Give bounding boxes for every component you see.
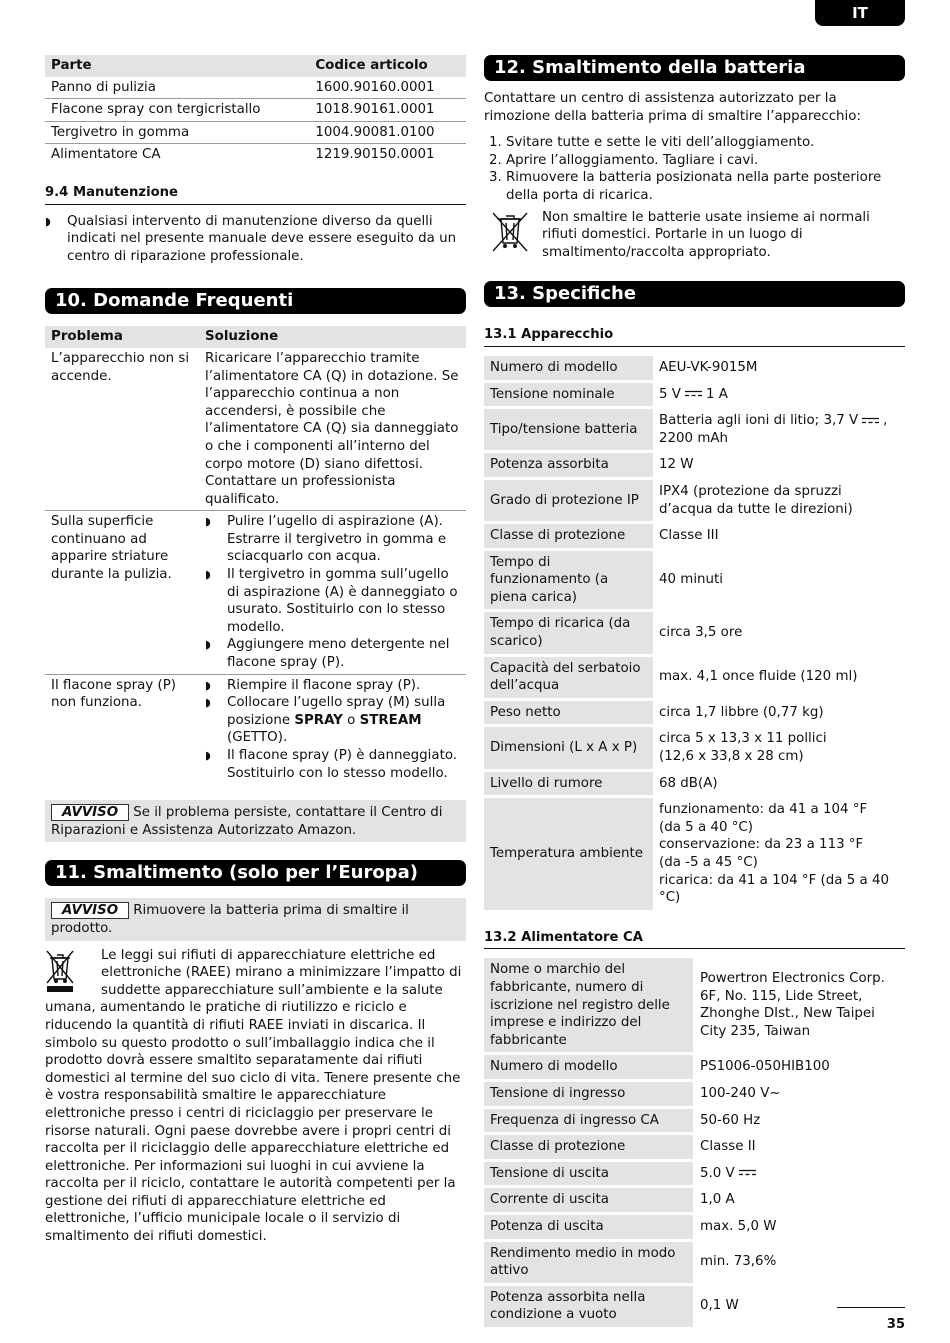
text: (GETTO). <box>227 730 288 746</box>
text: o <box>342 712 360 728</box>
text: Batteria agli ioni di litio; 3,7 V <box>659 413 859 429</box>
problem-cell: Il flacone spray (P) non funziona. <box>51 677 176 711</box>
spec-label: Nome o marchio del fabbricante, numero di iscrizione nel registro delle imprese e indirizzo del fabbricante <box>484 958 693 1053</box>
table-row <box>45 99 466 122</box>
spec-label: Temperatura ambiente <box>484 797 653 912</box>
table-header-row <box>45 55 466 77</box>
spec-value: max. 5,0 W <box>693 1213 905 1240</box>
list-item: ◗ Il flacone spray (P) è danneggiato. Sostituirlo con lo stesso modello. <box>205 747 460 782</box>
table-row <box>45 77 466 99</box>
table-row <box>484 726 905 770</box>
spec-label: Capacità del serbatoio dell’acqua <box>484 655 653 699</box>
weee-text-lead: Le leggi sui rifiuti di apparecchiature elettriche ed elettroniche (RAEE) mirano a minimizzare l’impatto di suddette apparecchiature sull’ambiente e la salute <box>101 947 462 998</box>
spec-label: Tensione nominale <box>484 381 653 408</box>
spec-value <box>653 797 905 912</box>
table-row <box>484 1107 905 1134</box>
faq-section-title: 10. Domande Frequenti <box>45 288 466 314</box>
language-tab: IT <box>815 0 905 26</box>
table-cell: 1600.90160.0001 <box>309 77 466 99</box>
table-row <box>484 611 905 655</box>
column-header: Soluzione <box>199 326 466 348</box>
spec-value <box>653 381 905 408</box>
list-item: ◗ Aggiungere meno detergente nel flacone spray (P). <box>205 636 460 671</box>
table-row <box>484 797 905 912</box>
spec-value: 0,1 W <box>693 1284 905 1328</box>
parts-table <box>45 55 466 166</box>
dc-symbol-icon <box>862 417 879 424</box>
adapter-spec-table <box>484 958 905 1330</box>
text: Collocare l’ugello spray (M) sulla posizione <box>227 695 446 728</box>
list-item: 2. Aprire l’alloggiamento. Tagliare i cavi. <box>506 152 905 170</box>
solution-cell <box>199 674 466 784</box>
solution-cell <box>199 511 466 674</box>
spec-label: Tensione di ingresso <box>484 1080 693 1107</box>
faq-table <box>45 326 466 784</box>
table-row <box>484 381 905 408</box>
list-item <box>205 694 460 747</box>
spec-label: Potenza di uscita <box>484 1213 693 1240</box>
table-row <box>484 523 905 550</box>
battery-steps <box>484 134 905 204</box>
text: 5.0 V <box>700 1165 735 1181</box>
appliance-spec-table <box>484 356 905 913</box>
spec-label: Rendimento medio in modo attivo <box>484 1240 693 1284</box>
spec-value: 68 dB(A) <box>653 770 905 797</box>
spec-value: PS1006-050HIB100 <box>693 1054 905 1081</box>
spec-value: AEU-VK-9015M <box>653 356 905 381</box>
weee-text-block <box>45 947 466 1246</box>
spec-value: 100-240 V~ <box>693 1080 905 1107</box>
column-header: Parte <box>45 55 309 77</box>
spec-value: IPX4 (protezione da spruzzi d’acqua da tutte le direzioni) <box>653 478 905 522</box>
table-row <box>484 1213 905 1240</box>
text: conservazione: da 23 a 113 °F <box>659 837 864 853</box>
spec-value: min. 73,6% <box>693 1240 905 1284</box>
spec-value: circa 1,7 libbre (0,77 kg) <box>653 699 905 726</box>
spec-label: Tempo di funzionamento (a piena carica) <box>484 549 653 611</box>
table-row <box>484 770 905 797</box>
text: (da -5 a 45 °C) <box>659 855 758 870</box>
spec-value: 40 minuti <box>653 549 905 611</box>
spec-value <box>653 726 905 770</box>
text: (da 5 a 40 °C) <box>659 819 753 835</box>
spec-value: 12 W <box>653 452 905 479</box>
table-cell: 1219.90150.0001 <box>315 147 435 163</box>
table-row <box>484 356 905 381</box>
specs-section-title: 13. Specifiche <box>484 281 905 307</box>
maintenance-list <box>45 213 466 266</box>
table-row <box>484 699 905 726</box>
spec-label: Corrente di uscita <box>484 1187 693 1214</box>
text: , <box>883 413 888 429</box>
table-cell: Flacone spray con tergicristallo <box>45 99 309 122</box>
spec-label: Livello di rumore <box>484 770 653 797</box>
table-cell: 1018.90161.0001 <box>309 99 466 122</box>
table-row <box>484 452 905 479</box>
table-row <box>45 348 466 511</box>
text: funzionamento: da 41 a 104 °F <box>659 802 868 818</box>
text: Powertron Electronics Corp. <box>700 971 885 987</box>
column-header: Problema <box>45 326 199 348</box>
spec-value <box>693 958 905 1053</box>
table-row <box>484 1054 905 1081</box>
mode-stream: STREAM <box>359 712 422 728</box>
table-cell: 1004.90081.0100 <box>309 121 466 144</box>
table-row <box>484 1187 905 1214</box>
notice-badge: AVVISO <box>51 902 129 919</box>
spec-label: Tempo di ricarica (da scarico) <box>484 611 653 655</box>
page-number: 35 <box>837 1307 905 1334</box>
spec-label: Classe di protezione <box>484 523 653 550</box>
spec-value: circa 3,5 ore <box>653 611 905 655</box>
spec-label: Potenza assorbita nella condizione a vuoto <box>484 1284 693 1328</box>
table-row <box>484 408 905 452</box>
notice-box <box>45 800 466 842</box>
table-row <box>484 549 905 611</box>
spec-value: 50-60 Hz <box>693 1107 905 1134</box>
list-item: ◗ Pulire l’ugello di aspirazione (A). Estrarre il tergivetro in gomma e sciacquarlo con acqua. <box>205 513 460 566</box>
list-item: 3. Rimuovere la batteria posizionata nella parte posteriore della porta di ricarica. <box>506 169 905 204</box>
spec-label: Classe di protezione <box>484 1134 693 1161</box>
spec-value: Classe III <box>653 523 905 550</box>
column-header: Codice articolo <box>309 55 466 77</box>
spec-label: Frequenza di ingresso CA <box>484 1107 693 1134</box>
text: circa 5 x 13,3 x 11 pollici <box>659 731 827 747</box>
table-row <box>484 1080 905 1107</box>
notice-text: Rimuovere la batteria prima di smaltire il prodotto. <box>51 903 409 936</box>
battery-intro: Contattare un centro di assistenza autorizzato per la rimozione della batteria prima di smaltire l’apparecchio: <box>484 91 861 124</box>
list-item: ◗ Qualsiasi intervento di manutenzione diverso da quelli indicati nel presente manuale deve essere eseguito da un centro di riparazione professionale. <box>45 213 466 266</box>
list-item: ◗ Riempire il flacone spray (P). <box>205 677 460 695</box>
table-row <box>45 674 466 784</box>
spec-label: Tensione di uscita <box>484 1160 693 1187</box>
text: (12,6 x 33,8 x 28 cm) <box>659 749 804 765</box>
spec-label: Numero di modello <box>484 356 653 381</box>
table-header-row <box>45 326 466 348</box>
table-row <box>484 1240 905 1284</box>
problem-cell: Sulla superficie continuano ad apparire striature durante la pulizia. <box>45 511 199 674</box>
notice-badge: AVVISO <box>51 804 129 821</box>
problem-cell: L’apparecchio non si accende. <box>45 348 199 511</box>
text: 1 A <box>705 386 728 402</box>
text: 5 V <box>659 386 681 402</box>
table-cell: Tergivetro in gomma <box>45 121 309 144</box>
weee-text-rest: umana, aumentando le pratiche di riutilizzo e riciclo e riducendo la quantità di rifiuti RAEE inviati in discarica. Il simbolo su questo prodotto o sull’imballaggio indica che il prodotto dovrà essere smaltito separatamente dai rifiuti domestici al termine del suo ciclo di vita. Tenere presente che è vostra responsabilità smaltire le apparecchiature elettroniche presso i centri di riciclaggio per preservare le risorse naturali. Ogni paese dovrebbe avere i propri centri di raccolta per il riciclaggio delle apparecchiature elettriche ed elettroniche. Per informazioni sui luoghi in cui avviene la raccolta per il riciclo, contattare le autorità competenti per la gestione dei rifiuti di apparecchiature elettriche ed elettroniche, l’ufficio municipale locale o il servizio di smaltimento dei rifiuti domestici. <box>45 1000 461 1245</box>
spec-label: Potenza assorbita <box>484 452 653 479</box>
list-item: ◗ Il tergivetro in gomma sull’ugello di aspirazione (A) è danneggiato o usurato. Sostituirlo con lo stesso modello. <box>205 566 460 636</box>
table-cell: Alimentatore CA <box>51 147 161 163</box>
maintenance-heading: 9.4 Manutenzione <box>45 184 466 205</box>
weee-bin-icon <box>45 947 101 1000</box>
table-row <box>45 144 466 166</box>
battery-bin-icon <box>484 209 542 262</box>
spec-value <box>693 1160 905 1187</box>
solution-cell: Ricaricare l’apparecchio tramite l’alimentatore CA (Q) in dotazione. Se l’apparecchio continua a non accendersi, è possibile che l’alimentatore CA (Q) sia danneggiato o che i componenti all’interno del corpo motore (D) siano difettosi. Contattare un professionista qualificato. <box>199 348 466 511</box>
spec-value: max. 4,1 once fluide (120 ml) <box>653 655 905 699</box>
dc-symbol-icon <box>685 390 702 397</box>
spec-label: Numero di modello <box>484 1054 693 1081</box>
notice-box <box>45 898 466 940</box>
adapter-heading: 13.2 Alimentatore CA <box>484 929 905 950</box>
table-row <box>484 478 905 522</box>
right-column <box>484 55 905 1330</box>
table-row <box>45 511 466 674</box>
spec-value: Classe II <box>693 1134 905 1161</box>
battery-note <box>484 209 905 262</box>
spec-label: Tipo/tensione batteria <box>484 408 653 452</box>
text: City 235, Taiwan <box>700 1023 811 1039</box>
list-item: 1. Svitare tutte e sette le viti dell’alloggiamento. <box>506 134 905 152</box>
table-row <box>484 1160 905 1187</box>
spec-value: 1,0 A <box>693 1187 905 1214</box>
notice-text: Se il problema persiste, contattare il Centro di Riparazioni e Assistenza Autorizzato Amazon. <box>51 805 443 838</box>
appliance-heading: 13.1 Apparecchio <box>484 326 905 347</box>
text: Zhonghe DIst., New Taipei <box>700 1006 875 1022</box>
text: 2200 mAh <box>659 430 729 446</box>
battery-section-title: 12. Smaltimento della batteria <box>484 55 905 81</box>
table-row <box>484 958 905 1053</box>
mode-spray: SPRAY <box>294 712 343 728</box>
table-row <box>484 1134 905 1161</box>
text: ricarica: da 41 a 104 °F (da 5 a 40 °C) <box>659 872 890 906</box>
spec-label: Grado di protezione IP <box>484 478 653 522</box>
spec-label: Dimensioni (L x A x P) <box>484 726 653 770</box>
text: 6F, No. 115, Lide Street, <box>700 988 863 1004</box>
spec-label: Peso netto <box>484 699 653 726</box>
dc-symbol-icon <box>739 1169 756 1176</box>
spec-value <box>653 408 905 452</box>
table-row <box>484 655 905 699</box>
table-cell: Panno di pulizia <box>45 77 309 99</box>
left-column <box>45 55 466 1246</box>
table-row <box>45 121 466 144</box>
disposal-section-title: 11. Smaltimento (solo per l’Europa) <box>45 860 466 886</box>
battery-note-text: Non smaltire le batterie usate insieme ai normali rifiuti domestici. Portarle in un luogo di smaltimento/raccolta appropriato. <box>542 209 870 260</box>
